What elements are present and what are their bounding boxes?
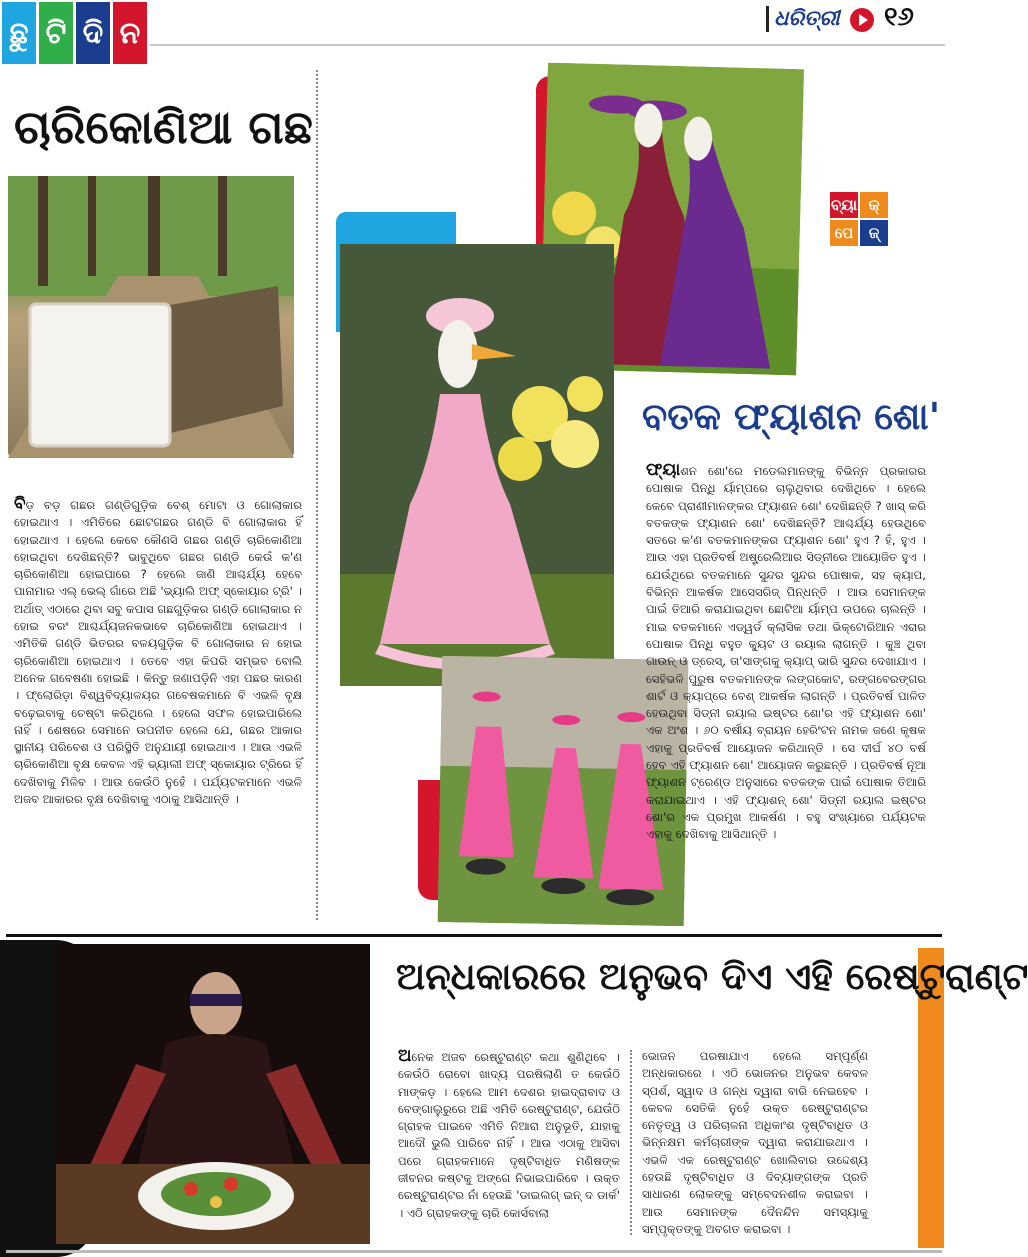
byakpage-cell-1: ବ୍ୟା [830, 192, 858, 218]
story3-text-col2: ଭୋଜନ ପରଷାଯାଏ ହେଲେ ସମ୍ପୂର୍ଣ୍ଣ ଅନ୍ଧକାରରେ । ଏଠି ଭୋଜନର ଅନୁଭବ କେବଳ ସ୍ପର୍ଶ, ସ୍ୱାଦ ଓ ଗନ୍ଧ ଦ୍ୱାରା ବାରି ନେଇହେବ । କେବଳ ସେତିକି ନୁହେଁ ଉକ୍ତ ରେଷ୍ଟୁରାଣ୍ଟର ନେତୃତ୍ୱ ଓ ପରିଚାଳନା ଅଧିକାଂଶ ଦୃଷ୍ଟିବାଧିତ ଓ ଭିନ୍ନକ୍ଷମ କର୍ମଚାରୀଙ୍କ ଦ୍ୱାରା କରାଯାଇଥାଏ । ଏଭଳି ଏକ ରେଷ୍ଟୁରାଣ୍ଟ ଖୋଲିବାର ଉଦ୍ଦେଶ୍ୟ ହେଉଛି ଦୃଷ୍ଟିବାଧିତ ଓ ଦିବ୍ୟାଙ୍ଗଙ୍କ ପ୍ରତି ସାଧାରଣ ଲୋକଙ୍କୁ ସମ୍ବେଦନଶୀଳ କରାଇବା । ଆଉ ସେମାନଙ୍କ ଦୈନନ୍ଦିନ ସମସ୍ୟାକୁ ସମ୍ପୃକ୍ତଙ୍କୁ ଅବଗତ କରାଇବା । [642, 1049, 868, 1236]
story1-body [14, 496, 302, 808]
duck-pink-dress-illustration [340, 244, 614, 686]
byakpage-cell-3: ପେ [830, 220, 858, 246]
section-tile-1: ଛୁ [2, 2, 36, 64]
story3-col2 [642, 1048, 868, 1238]
page-number: ୧୬ [884, 2, 914, 32]
header-rule [150, 44, 945, 46]
newspaper-logo: ଧରିତ୍ରୀ [774, 6, 840, 30]
column-divider [316, 70, 318, 920]
square-log-illustration [8, 176, 294, 458]
story3-title: ଅନ୍ଧକାରରେ ଅନୁଭବ ଦିଏ ଏହି ରେଷ୍ଟୁରାଣ୍ଟ [396, 955, 1028, 998]
story3-col1 [398, 1048, 620, 1222]
section-tile-3: ଦି [76, 2, 110, 64]
header-divider [766, 6, 769, 32]
duck-pink-dress-photo [340, 244, 614, 686]
story3-dropcap: ଅ [398, 1046, 412, 1066]
story2-title: ବତକ ଫ୍ୟାଶନ ଶୋ' [642, 395, 941, 438]
story1-text: ଡ଼ ବଡ଼ ଗଛର ଗଣ୍ଡିଗୁଡ଼ିକ ବେଶ୍ ମୋଟା ଓ ଗୋଲାକାର ହୋଇଥାଏ । ଏମିତିରେ ଛୋଟଗଛର ଗଣ୍ଡି ବି ଗୋଲାକାର ହିଁ ହୋଇଥାଏ । ହେଲେ କେବେ କୌଣସି ଗଛର ଗଣ୍ଡି ଚାରିକୋଣିଆ ହୋଇଥିବା ଦେଖିଛନ୍ତି? ଭାବୁଥିବେ ଗଛର ଗଣ୍ଡି କେଉଁ କ'ଣ ଚାରିକୋଣିଆ ହୋଇପାରେ ? ହେଲେ ଜାଣି ଆଶ୍ଚର୍ଯ୍ୟ ହେବେ ପାନାମାର ଏଲ୍ ଭେଲ୍ ଗାଁରେ ଅଛି 'ଭ୍ୟାଲି ଅଫ୍ ସ୍କୋୟାର ଟ୍ରି' । ଅର୍ଥାତ୍ ଏଠାରେ ଥିବା ସବୁ କପାସ ଗଛଗୁଡ଼ିକର ଗଣ୍ଡି ଗୋଲାକାର ନ ହୋଇ ବରଂ ଆଶ୍ଚର୍ଯ୍ୟଜନକଭାବେ ଚାରିକୋଣିଆ ହୋଇଥାଏ । ଏମିତିକି ଗଣ୍ଡି ଭିତରର ବଳୟଗୁଡ଼ିକ ବି ଗୋଲାକାର ନ ହୋଇ ଚାରିକୋଣିଆ ହୋଇଥାଏ । ତେବେ ଏହା କିପରି ସମ୍ଭବ ବୋଲି ଅନେକ ଗବେଷଣା ହୋଇଛି । କିନ୍ତୁ ଜଣାପଡ଼ିନି ଏହା ପଛର କାରଣ । ଫ୍ଲୋରିଡ଼ା ବିଶ୍ୱବିଦ୍ୟାଳୟର ଗବେଷକମାନେ ବି ଏଭଳି ବୃକ୍ଷ ବଢ଼େଇବାକୁ ଚେଷ୍ଟା କରିଥିଲେ । ହେଲେ ସଫଳ ହୋଇପାରିଲେ ନାହିଁ । ଶେଷରେ ସେମାନେ ଉପନୀତ ହେଲେ ଯେ, ଗଛର ଆକାର ସ୍ଥାନୀୟ ପରିବେଶ ଓ ପରିସ୍ଥିତି ଅନୁଯାୟୀ ହୋଇଥାଏ । ଆଉ ଏଭଳି ଚାରିକୋଣିଆ ବୃକ୍ଷ କେବଳ ଏହି ଭ୍ୟାଲୀ ଅଫ୍ ସ୍କୋୟାର ଟ୍ରିରେ ହିଁ ଦେଖିବାକୁ ମିଳିବ । ଆଉ କେଉଁଠି ନୁହେଁ । ପର୍ଯ୍ୟଟକମାନେ ଏଭଳି ଅଜବ ଆକାରର ବୃକ୍ଷ ଦେଖିବାକୁ ଏଠାକୁ ଆସିଥାନ୍ତି । [14, 498, 302, 807]
story2-dropcap: ଫ୍ୟା [646, 460, 681, 480]
story2-body [646, 462, 926, 844]
section-tile-2: ଟି [39, 2, 73, 64]
play-icon [850, 8, 874, 32]
footer-rule [6, 1250, 942, 1253]
story3-column-divider [630, 1050, 632, 1235]
story2-text: ଶନ ଶୋ'ରେ ମଡେଲମାନଙ୍କୁ ବିଭିନ୍ନ ପ୍ରକାରର ପୋଷାକ ପିନ୍ଧି ର୍ୟାମ୍ପରେ ଚାଲୁଥିବାର ଦେଖିଥିବେ । ହେଲେ କେବେ ପ୍ରାଣୀମାନଙ୍କର ଫ୍ୟାଶନ ଶୋ' ଦେଖିଛନ୍ତି ? ଖାସ୍ କରି ବତକଙ୍କ ଫ୍ୟାଶନ ଶୋ' ଦେଖିଛନ୍ତି? ଆଶ୍ଚର୍ଯ୍ୟ ହେଉଥିବେ ସତରେ କ'ଣ ବତକମାନଙ୍କର ଫ୍ୟାଶନ ଶୋ' ହୁଏ ? ହଁ, ହୁଏ । ଆଉ ଏହା ପ୍ରତିବର୍ଷ ଅଷ୍ଟ୍ରେଲିଆର ସିଡ୍‌ନୀରେ ଆୟୋଜିତ ହୁଏ । ଯେଉଁଥିରେ ବତକମାନେ ସୁନ୍ଦର ସୁନ୍ଦର ପୋଷାକ, ସହ କ୍ୟାପ, ବିଭିନ୍ନ ଆକର୍ଷକ ଆସେସରିଜ୍ ପିନ୍ଧନ୍ତି । ଆଉ ସେମାନଙ୍କ ପାଇଁ ତିଆରି କରାଯାଇଥିବା ଛୋଟିଆ ର୍ୟାମ୍ପ ଉପରେ ଚାଲନ୍ତି । ମାଇ ବତକମାନେ ଏଡ୍‌ୱର୍ଡ କ୍ଲାସିକ ତଥା ଭିକ୍ଟୋରିଆନ ଏରାର ପୋଷାକ ପିନ୍ଧି ବହୁତ କ୍ୟୁଟ ଓ ରୟାଲ ଲାଗନ୍ତି । କୁଞ୍ଚ ଥିବା ଗାଉନ୍ ଓ ଡ୍ରେସ୍, ତା'ସାଙ୍ଗକୁ କ୍ୟାପ୍ ଭାରି ସୁନ୍ଦର ଦେଖାଯାଏ । ସେହିଭଳି ପୁରୁଷ ବତକମାନଙ୍କ ଲଙ୍ଗକୋଟ, ରଙ୍ଗବେରଙ୍ଗର ଶାର୍ଟ ଓ କ୍ୟାପ୍‌ରେ ବେଶ୍ ଆକର୍ଷକ ଲାଗନ୍ତି । ପ୍ରତିବର୍ଷ ପାଳିତ ହେଉଥିବା ସିଡ୍‌ନୀ ରୟାଲ ଇଷ୍ଟର ଶୋ'ର ଏହି ଫ୍ୟାଶନ ଶୋ' ଏକ ଅଂଶ । ୬୦ ବର୍ଷୀୟ ବ୍ରାୟନ ହେରିଂଟନ ନାମକ ଜଣେ କୃଷକ ଏହାକୁ ପ୍ରତିବର୍ଷ ଆୟୋଜନ କରିଥାନ୍ତି । ସେ ଦୀର୍ଘ ୪୦ ବର୍ଷ ହେବ ଏହି ଫ୍ୟାଶନ ଶୋ' ଆୟୋଜନ କରୁଛନ୍ତି । ପ୍ରତିବର୍ଷ ନୂଆ ଫ୍ୟାଶନ ଟ୍ରେଣ୍ଡ ଅନୁସାରେ ବତକଙ୍କ ପାଇଁ ପୋଷାକ ତିଆରି କରାଯାଇଥାଏ । ଏହି ଫ୍ୟାଶନ୍ ଶୋ' ସିଡ୍‌ନୀ ରୟାଲ ଇଷ୍ଟର ଶୋ'ର ଏକ ପ୍ରମୁଖ ଆକର୍ଷଣ । ବହୁ ସଂଖ୍ୟାରେ ପର୍ଯ୍ୟଟକ ଏହାକୁ ଦେଖିବାକୁ ଆସିଥାନ୍ତି । [646, 464, 926, 842]
section-tile-4: ନ [113, 2, 147, 64]
blindfolded-diner-illustration [56, 944, 370, 1244]
byakpage-cell-4: ଜ୍ [860, 220, 888, 246]
section-divider-rule [6, 934, 942, 937]
story1-title: ଚାରିକୋଣିଆ ଗଛ [14, 100, 313, 154]
dark-restaurant-photo [56, 944, 370, 1244]
square-tree-photo [8, 176, 294, 458]
story3-text-col1: ନେକ ଅଜବ ରେଷ୍ଟୁରାଣ୍ଟ କଥା ଶୁଣିଥିବେ । କେଉଁଠି ରୋବୋ ଖାଦ୍ୟ ପରଷିଲାଣି ତ କେଉଁଠି ମାଙ୍କଡ଼ । ହେଲେ ଆମ ଦେଶର ହାଇଦ୍ରାବାଦ ଓ ବେଙ୍ଗାଲୁରୁରେ ଅଛି ଏମିତି ରେଷ୍ଟୁରାଣ୍ଟ, ଯେଉଁଠି ଗ୍ରାହକ ପାଇବେ ଏମିତି ନିଆରା ଅନୁଭୂତି, ଯାହାକୁ ଆଦୌ ଭୁଲି ପାରିବେ ନାହିଁ । ଆଉ ଏଠାକୁ ଆସିବା ପରେ ଗ୍ରାହକମାନେ ଦୃଷ୍ଟିବାଧିତ ମଣିଷଙ୍କ ଜୀବନର କଷ୍ଟକୁ ଅଙ୍ଗେ ନିଭାଇପାରିବେ । ଉକ୍ତ ରେଷ୍ଟୁରାଣ୍ଟର ନାଁ ହେଉଛି 'ଡାଇଲଗ୍ ଇନ୍ ଦ ଡାର୍କ' । ଏଠି ଗ୍ରାହକଙ୍କୁ ଚାରି କୋର୍ସବାଲା [398, 1050, 620, 1220]
byakpage-cell-2: କ୍ [860, 192, 888, 218]
byakpage-logo [830, 192, 890, 248]
story1-dropcap: ବି [14, 494, 26, 514]
